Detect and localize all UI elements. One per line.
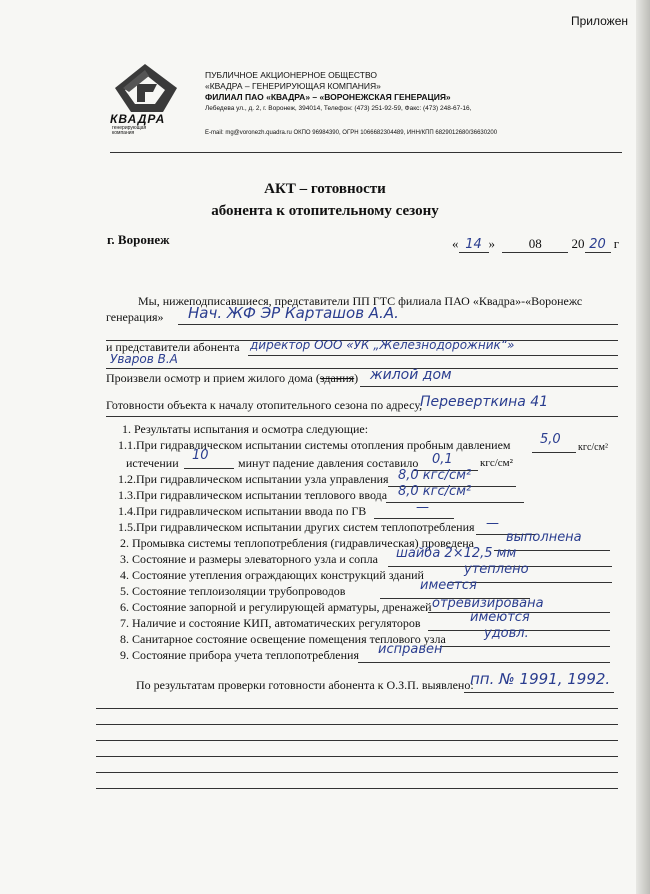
subscriber-name-handwritten: Уваров В.А xyxy=(110,352,178,366)
item-9: 9. Состояние прибора учета теплопотребления xyxy=(120,648,359,662)
item-1-1-a: 1.1.При гидравлическом испытании системы отопления пробным давлением xyxy=(118,438,511,452)
item-8-hw: удовл. xyxy=(484,626,529,641)
conclusion-handwritten: пп. № 1991, 1992. xyxy=(470,670,611,688)
inspection-label-end: ) xyxy=(354,371,359,385)
inspection-label-start: Произвели осмотр и прием жилого дома ( xyxy=(106,371,320,385)
subscriber-handwritten: директор ООО «УК „Железнодорожник“» xyxy=(250,338,515,352)
underline xyxy=(374,518,454,519)
underline xyxy=(184,468,234,469)
document-date xyxy=(452,236,619,253)
item-1-4: 1.4.При гидравлическом испытании ввода по ГВ xyxy=(118,504,367,518)
inspection-label-strike: здания xyxy=(319,371,355,385)
conclusion-label: По результатам проверки готовности абонента к О.З.П. выявлено: xyxy=(136,678,474,692)
place: г. Воронеж xyxy=(107,232,170,247)
item-3: 3. Состояние и размеры элеваторного узла и сопла xyxy=(120,552,378,566)
date-day: 14 xyxy=(459,237,489,253)
item-1-4-hw: — xyxy=(416,500,429,515)
inspection-label xyxy=(106,371,358,386)
org-line: «КВАДРА – ГЕНЕРИРУЮЩАЯ КОМПАНИЯ» xyxy=(205,81,381,91)
appendix-label: Приложен xyxy=(570,14,628,28)
logo-name: КВАДРА xyxy=(110,112,166,126)
answer-line xyxy=(96,708,618,709)
item-2: 2. Промывка системы теплопотребления (гидравлическая) проведена xyxy=(120,536,475,550)
org-header xyxy=(205,70,497,139)
underline xyxy=(178,324,618,325)
item-5-hw: имеется xyxy=(420,578,477,593)
underline xyxy=(386,502,524,503)
answer-line xyxy=(96,740,618,741)
item-3-hw: шайба 2×12,5 мм xyxy=(396,546,517,561)
answer-line xyxy=(96,724,618,725)
item-4: 4. Состояние утепления ограждающих конструкций зданий xyxy=(120,568,424,582)
item-9-hw: исправен xyxy=(378,642,443,657)
underline xyxy=(358,662,610,663)
org-line: ФИЛИАЛ ПАО «КВАДРА» – «ВОРОНЕЖСКАЯ ГЕНЕРАЦИЯ» xyxy=(205,92,451,102)
org-email-line: E-mail: mg@voronezh.quadra.ru ОКПО 96984390, ОГРН 1066682304489, ИНН/КПП 6829012680/36630200 xyxy=(205,130,498,136)
item-1-1-pressure-hw: 5,0 xyxy=(540,432,561,447)
item-2-hw: выполнена xyxy=(506,530,582,545)
answer-line xyxy=(96,788,618,789)
date-month: 08 xyxy=(502,236,568,253)
item-8: 8. Санитарное состояние освещение помещения теплового узла xyxy=(120,632,446,646)
item-1: 1. Результаты испытания и осмотра следующие: xyxy=(122,422,369,436)
intro-line-1: Мы, нижеподписавшиеся, представители ПП ГТС филиала ПАО «Квадра»-«Воронежс xyxy=(138,294,583,308)
item-7: 7. Наличие и состояние КИП, автоматических регуляторов xyxy=(120,616,421,630)
date-year-unit: г xyxy=(613,236,620,251)
title-line-2: абонента к отопительному сезону xyxy=(211,203,439,219)
date-year-prefix: 20 xyxy=(571,236,585,251)
item-1-2-hw: 8,0 кгс/см² xyxy=(398,468,472,483)
item-1-1-b-start: истечении xyxy=(126,456,179,470)
item-1-1-b-unit: кгс/см² xyxy=(480,457,513,469)
org-address: Лебедева ул., д. 2, г. Воронеж, 394014, Телефон: (473) 251-92-59, Факс: (473) 248-67-16, xyxy=(205,105,472,112)
readiness-handwritten: Переверткина 41 xyxy=(420,394,549,410)
date-year-suffix: 20 xyxy=(585,237,611,253)
item-1-1-b-mid: минут падение давления составило xyxy=(238,456,419,470)
header-rule xyxy=(110,152,622,153)
underline xyxy=(360,386,618,387)
inspection-handwritten: жилой дом xyxy=(370,367,452,383)
item-1-5: 1.5.При гидравлическом испытании других систем теплопотребления xyxy=(118,520,475,534)
item-1-3: 1.3.При гидравлическом испытании теплового ввода xyxy=(118,488,388,502)
item-1-1-drop-hw: 0,1 xyxy=(432,452,453,467)
underline xyxy=(440,646,610,647)
rep-handwritten: Нач. ЖФ ЭР Карташов А.А. xyxy=(188,304,399,322)
item-1-2: 1.2.При гидравлическом испытании узла управления xyxy=(118,472,389,486)
item-1-3-hw: 8,0 кгс/см² xyxy=(398,484,472,499)
underline xyxy=(106,368,618,369)
title-line-1: АКТ – готовности xyxy=(264,181,386,197)
answer-line xyxy=(96,756,618,757)
item-1-1-unit: кгс/см² xyxy=(578,442,608,453)
intro-line-2: генерация» xyxy=(106,310,164,324)
item-6-hw: отревизирована xyxy=(432,596,544,611)
underline xyxy=(106,416,618,417)
page-edge xyxy=(636,0,650,894)
date-quote-close: » xyxy=(488,236,495,251)
date-quote-open: « xyxy=(452,236,459,251)
document-title xyxy=(0,178,650,222)
logo-subtitle: генерирующая компания xyxy=(112,125,147,136)
underline xyxy=(464,692,614,693)
underline xyxy=(532,452,576,453)
org-line: ПУБЛИЧНОЕ АКЦИОНЕРНОЕ ОБЩЕСТВО xyxy=(205,70,377,80)
answer-line xyxy=(96,772,618,773)
readiness-label: Готовности объекта к началу отопительного сезона по адресу, xyxy=(106,398,423,412)
item-4-hw: утеплено xyxy=(464,562,529,577)
item-5: 5. Состояние теплоизоляции трубопроводов xyxy=(120,584,346,598)
item-1-1-minutes-hw: 10 xyxy=(192,448,209,463)
subscriber-label: и представители абонента xyxy=(106,340,240,354)
item-1-5-hw: — xyxy=(486,516,499,531)
item-7-hw: имеются xyxy=(470,610,530,625)
underline xyxy=(248,355,618,356)
item-6: 6. Состояние запорной и регулирующей арматуры, дренажей xyxy=(120,600,432,614)
